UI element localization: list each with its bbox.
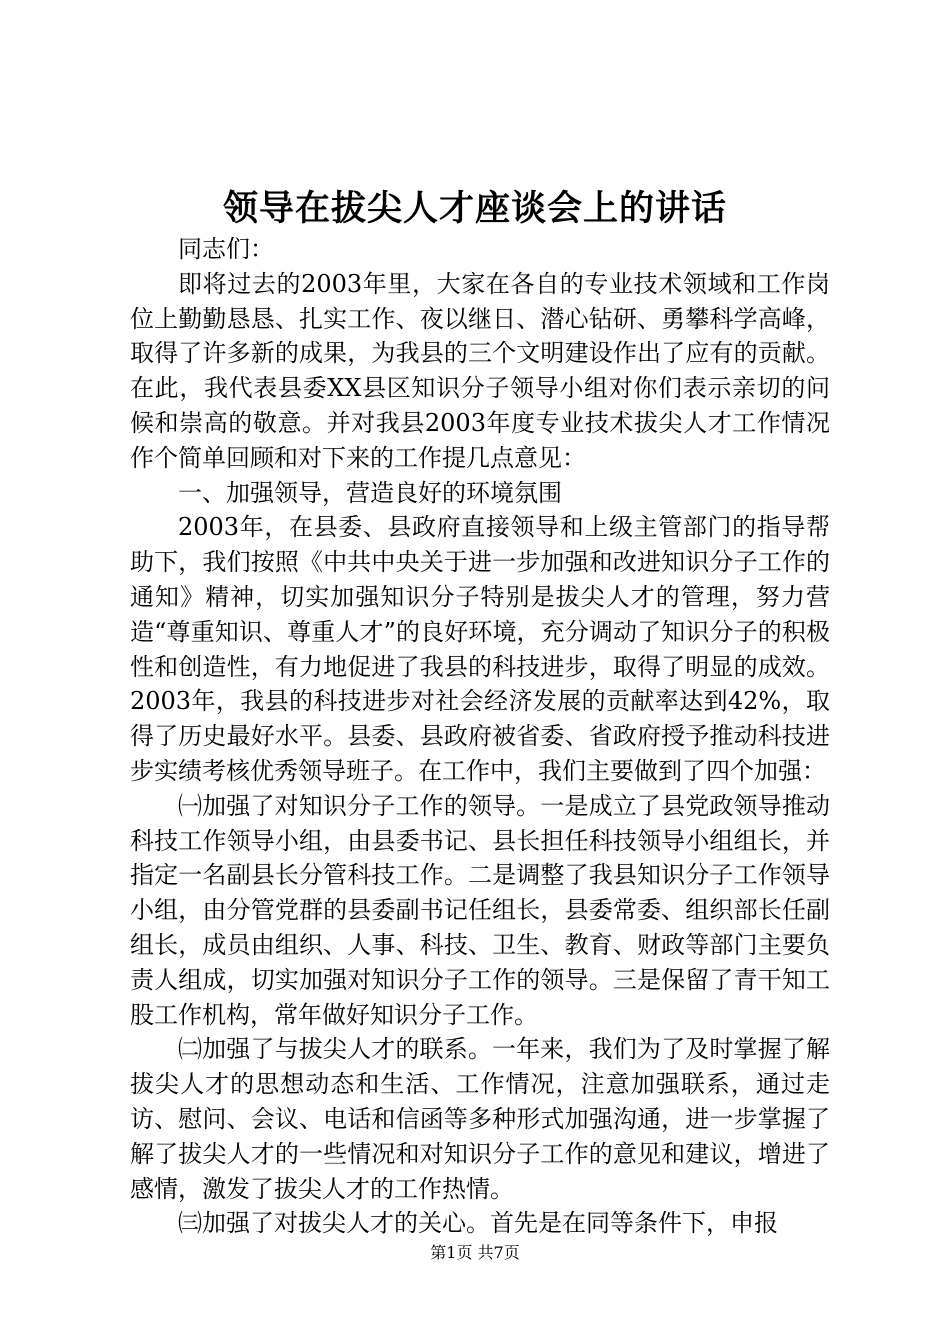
page-number-footer: 第1页 共7页 — [430, 1243, 520, 1262]
paragraph-item-3: ㈢加强了对拔尖人才的关心。首先是在同等条件下，申报 — [178, 1209, 778, 1238]
paragraph-item-1: ㈠加强了对知识分子工作的领导。一是成立了县党政领导推动科技工作领导小组，由县委书记、县长担任科技领导小组组长，并指定一名副县长分管科技工作。二是调整了我县知识分子工作领导小组，由分管党群的县委副书记任组长，县委常委、组织部长任副组长，成员由组织、人事、科技、卫生、教育、财政等部门主要负责人组成，切实加强对知识分子工作的领导。三是保留了青干知工股工作机构，常年做好知识分子工作。 — [130, 791, 830, 1029]
section-heading-1: 一、加强领导，营造良好的环境氛围 — [178, 478, 562, 507]
paragraph-item-2: ㈡加强了与拔尖人才的联系。一年来，我们为了及时掌握了解拔尖人才的思想动态和生活、工作情况，注意加强联系，通过走访、慰问、会议、电话和信函等多种形式加强沟通，进一步掌握了解了拔尖人才的一些情况和对知识分子工作的意见和建议，增进了感情，激发了拔尖人才的工作热情。 — [130, 1035, 830, 1203]
paragraph-intro: 即将过去的2003年里，大家在各自的专业技术领域和工作岗位上勤勤恳恳、扎实工作、夜以继日、潜心钻研、勇攀科学高峰，取得了许多新的成果，为我县的三个文明建设作出了应有的贡献。在此，我代表县委XX县区知识分子领导小组对你们表示亲切的问候和崇高的敬意。并对我县2003年度专业技术拔尖人才工作情况作个简单回顾和对下来的工作提几点意见： — [130, 269, 830, 472]
salutation: 同志们： — [178, 235, 274, 263]
document-body — [130, 232, 830, 1241]
document-title: 领导在拔尖人才座谈会上的讲话 — [222, 188, 727, 229]
paragraph-section-1: 2003年，在县委、县政府直接领导和上级主管部门的指导帮助下，我们按照《中共中央关于进一步加强和改进知识分子工作的通知》精神，切实加强知识分子特别是拔尖人才的管理，努力营造“尊重知识、尊重人才”的良好环境，充分调动了知识分子的积极性和创造性，有力地促进了我县的科技进步，取得了明显的成效。2003年，我县的科技进步对社会经济发展的贡献率达到42%，取得了历史最好水平。县委、县政府被省委、省政府授予推动科技进步实绩考核优秀领导班子。在工作中，我们主要做到了四个加强： — [130, 513, 830, 785]
